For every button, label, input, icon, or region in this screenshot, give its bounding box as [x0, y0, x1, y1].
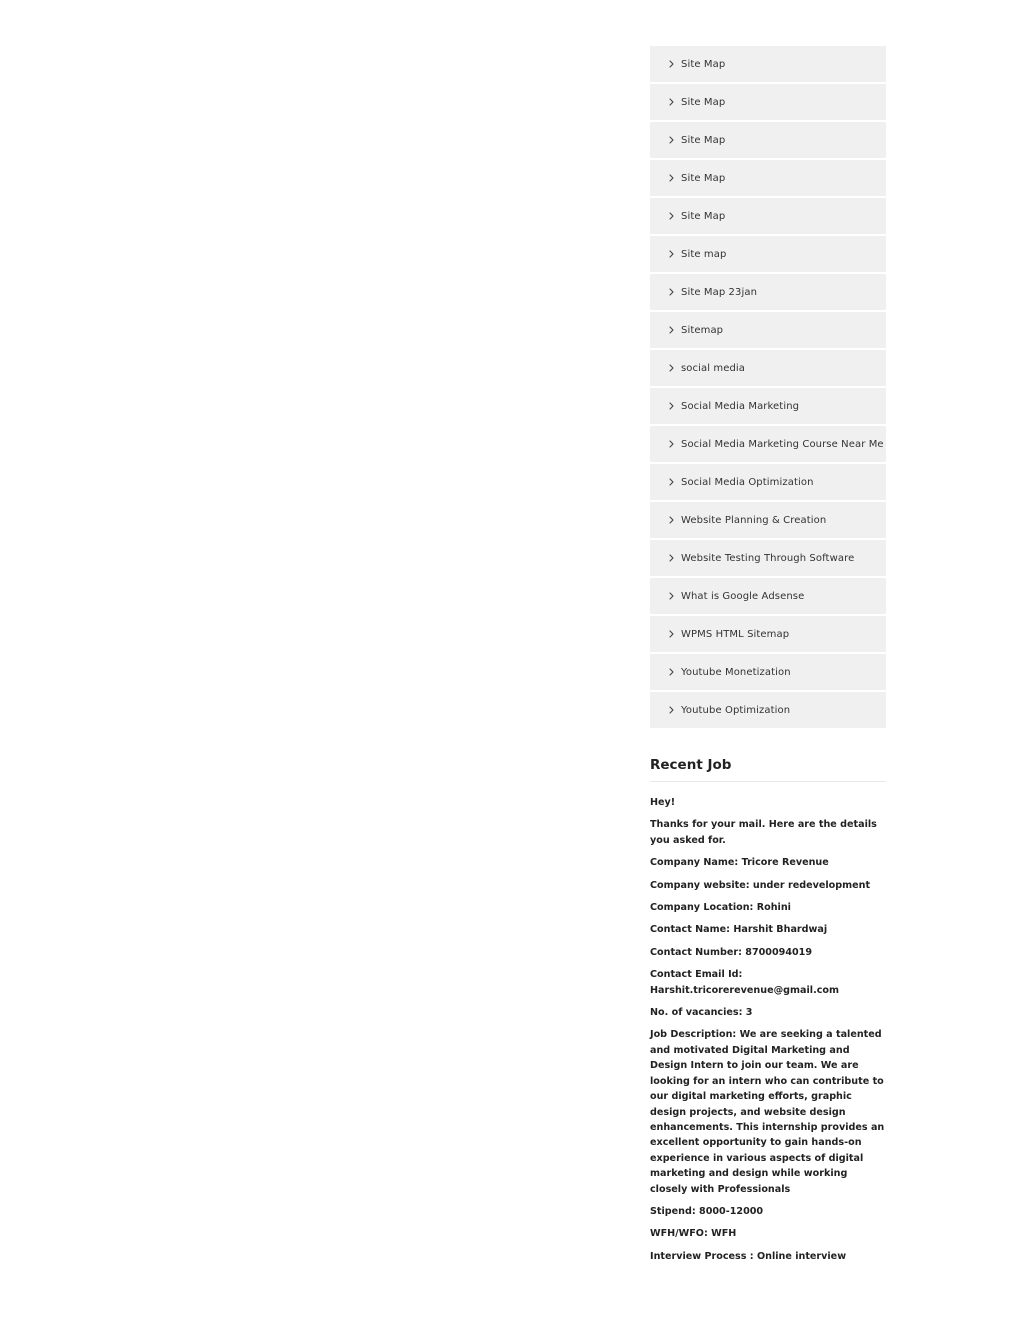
- category-label: Youtube Monetization: [681, 666, 791, 678]
- chevron-right-icon: [668, 286, 674, 298]
- category-label: Social Media Marketing Course Near Me: [681, 438, 884, 450]
- category-label: Social Media Marketing: [681, 400, 800, 412]
- recent-job-title: Recent Job: [650, 757, 886, 782]
- chevron-right-icon: [668, 134, 674, 146]
- recent-job-widget: [650, 757, 886, 1264]
- chevron-right-icon: [668, 248, 674, 260]
- chevron-right-icon: [668, 324, 674, 336]
- chevron-right-icon: [668, 552, 674, 564]
- job-detail-line: Company Location: Rohini: [650, 902, 791, 914]
- category-label: social media: [681, 362, 746, 374]
- category-link[interactable]: [650, 578, 886, 614]
- category-link[interactable]: [650, 350, 886, 386]
- job-detail-line: Interview Process : Online interview: [650, 1250, 847, 1262]
- chevron-right-icon: [668, 628, 674, 640]
- chevron-right-icon: [668, 96, 674, 108]
- category-link[interactable]: [650, 160, 886, 196]
- job-detail-line: Hey!: [650, 797, 676, 808]
- category-link[interactable]: [650, 426, 886, 462]
- category-link[interactable]: [650, 274, 886, 310]
- category-link[interactable]: [650, 198, 886, 234]
- chevron-right-icon: [668, 362, 674, 374]
- category-label: Site Map: [681, 210, 726, 222]
- chevron-right-icon: [668, 704, 674, 716]
- category-label: WPMS HTML Sitemap: [681, 628, 790, 640]
- category-label: Youtube Optimization: [681, 704, 791, 716]
- category-label: Website Testing Through Software: [681, 552, 855, 564]
- job-detail-line: Stipend: 8000-12000: [650, 1205, 764, 1217]
- job-detail-line: Contact Name: Harshit Bhardwaj: [650, 924, 828, 936]
- category-link[interactable]: [650, 654, 886, 690]
- chevron-right-icon: [668, 590, 674, 602]
- chevron-right-icon: [668, 210, 674, 222]
- category-label: Social Media Optimization: [681, 476, 814, 488]
- category-label: Site map: [681, 248, 727, 260]
- category-label: Sitemap: [681, 324, 724, 336]
- job-detail-line: Thanks for your mail. Here are the details you asked for.: [650, 819, 877, 846]
- category-link[interactable]: [650, 122, 886, 158]
- category-link[interactable]: [650, 236, 886, 272]
- job-detail-line: Contact Email Id: Harshit.tricorerevenue@gmail.com: [650, 969, 840, 996]
- job-detail-line: Company website: under redevelopment: [650, 879, 871, 891]
- category-label: Site Map 23jan: [681, 286, 758, 298]
- category-link[interactable]: [650, 464, 886, 500]
- category-link[interactable]: [650, 540, 886, 576]
- chevron-right-icon: [668, 58, 674, 70]
- chevron-right-icon: [668, 476, 674, 488]
- category-link[interactable]: [650, 84, 886, 120]
- job-detail-line: WFH/WFO: WFH: [650, 1228, 737, 1240]
- sidebar: [650, 46, 886, 1271]
- chevron-right-icon: [668, 514, 674, 526]
- recent-job-content: [650, 795, 886, 1264]
- chevron-right-icon: [668, 666, 674, 678]
- category-label: Site Map: [681, 134, 726, 146]
- category-link[interactable]: [650, 616, 886, 652]
- category-link[interactable]: [650, 46, 886, 82]
- category-label: Website Planning & Creation: [681, 514, 827, 526]
- category-link[interactable]: [650, 502, 886, 538]
- category-link[interactable]: [650, 692, 886, 728]
- chevron-right-icon: [668, 172, 674, 184]
- category-label: Site Map: [681, 58, 726, 70]
- chevron-right-icon: [668, 438, 674, 450]
- job-detail-line: Company Name: Tricore Revenue: [650, 857, 829, 869]
- chevron-right-icon: [668, 400, 674, 412]
- category-link[interactable]: [650, 388, 886, 424]
- category-link[interactable]: [650, 312, 886, 348]
- category-label: Site Map: [681, 96, 726, 108]
- job-detail-line: Contact Number: 8700094019: [650, 946, 813, 958]
- category-label: Site Map: [681, 172, 726, 184]
- category-label: What is Google Adsense: [681, 590, 805, 602]
- job-detail-line: Job Description: We are seeking a talented and motivated Digital Marketing and Design Intern to join our team. We are looking for an intern who can contribute to our digital marketing efforts, graphic design projects, and website design enhancements. This internship provides an excellent opportunity to gain hands-on experience in various aspects of digital marketing and design while working closely with Professionals: [650, 1029, 885, 1195]
- job-detail-line: No. of vacancies: 3: [650, 1007, 753, 1019]
- category-list: [650, 46, 886, 728]
